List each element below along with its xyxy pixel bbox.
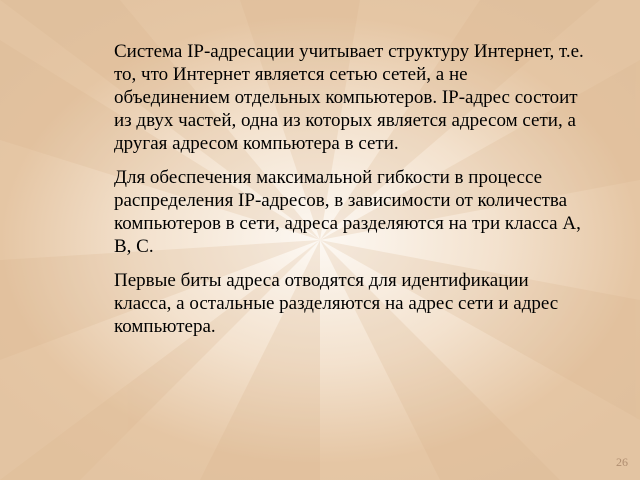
paragraph-class-bits: Первые биты адреса отводятся для идентификации класса, а остальные разделяются на адрес сети и адрес компьютера.	[114, 270, 559, 337]
slide-body-text	[114, 40, 584, 349]
paragraph-ip-structure: Система IP-адресации учитывает структуру Интернет, т.е. то, что Интернет является сетью сетей, а не объединением отдельных компьютеров. IP-адрес состоит из двух частей, одна из которых является адресом сети, а другая адресом компьютера в сети.	[114, 41, 584, 154]
page-number: 26	[616, 455, 628, 469]
paragraph-address-classes: Для обеспечения максимальной гибкости в процессе распределения IP-адресов, в зависимости от количества компьютеров в сети, адреса разделяются на три класса A, B, C.	[114, 167, 581, 257]
